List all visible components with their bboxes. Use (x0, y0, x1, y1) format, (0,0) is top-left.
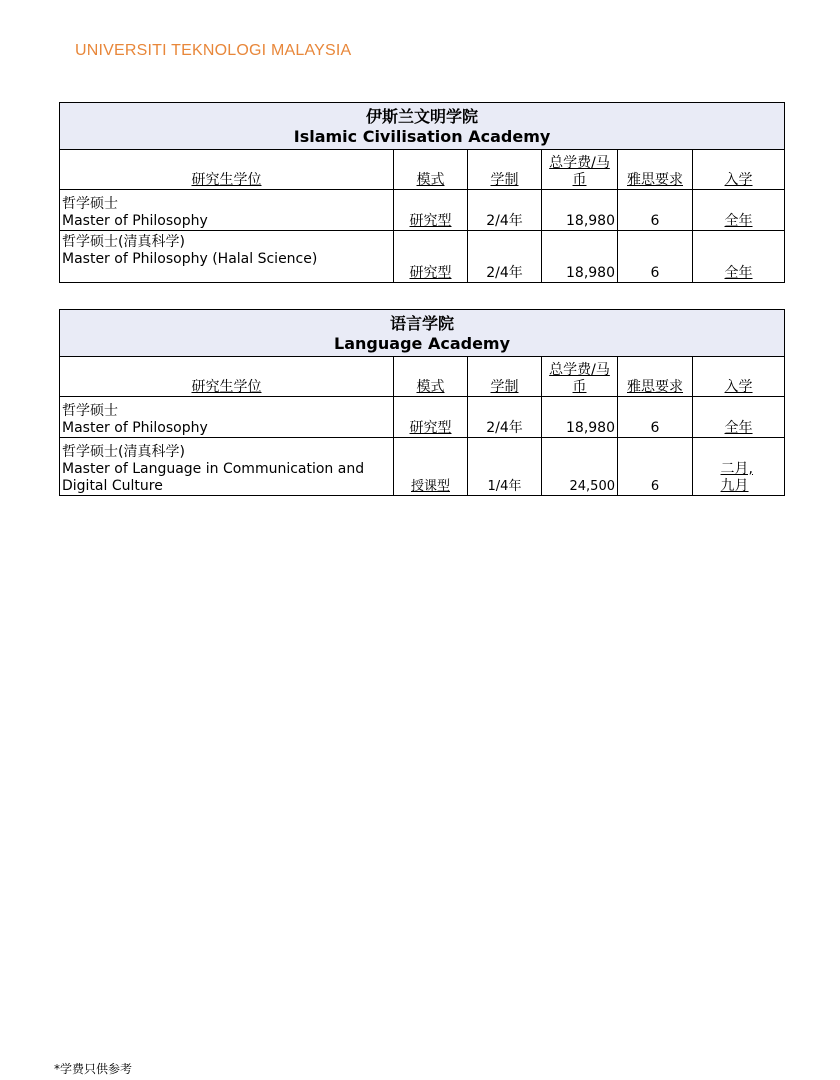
programme-ielts: 6 (618, 190, 693, 231)
table-title-zh: 伊斯兰文明学院 (366, 107, 479, 126)
table-title-zh: 语言学院 (390, 314, 455, 333)
col-header-mode: 模式 (394, 150, 468, 190)
programme-name (60, 231, 394, 283)
programme-ielts: 6 (618, 231, 693, 283)
programme-name-en: Master of Language in Communication and Digital Culture (62, 461, 365, 494)
programme-name-zh: 哲学硕士(清真科学) (62, 444, 185, 460)
programme-ielts: 6 (618, 438, 693, 496)
programme-name-en: Master of Philosophy (Halal Science) (62, 251, 318, 267)
programme-name-zh: 哲学硕士 (62, 196, 118, 212)
programme-mode: 研究型 (394, 231, 468, 283)
col-header-fee: 总学费/马币 (542, 357, 618, 397)
col-header-degree: 研究生学位 (60, 150, 394, 190)
programme-duration: 2/4年 (468, 231, 542, 283)
programme-duration: 2/4年 (468, 190, 542, 231)
programme-name-en: Master of Philosophy (62, 420, 208, 436)
table-title (60, 103, 785, 150)
table-title (60, 310, 785, 357)
university-name: UNIVERSITI TEKNOLOGI MALAYSIA (75, 42, 352, 59)
programme-fee: 18,980 (542, 190, 618, 231)
col-header-fee: 总学费/马币 (542, 150, 618, 190)
programme-name (60, 438, 394, 496)
programme-name (60, 190, 394, 231)
programme-mode: 研究型 (394, 190, 468, 231)
table-header-row (60, 150, 785, 190)
table-title-en: Language Academy (334, 334, 511, 353)
programme-mode: 研究型 (394, 397, 468, 438)
programme-intake: 全年 (693, 231, 785, 283)
programme-name-en: Master of Philosophy (62, 213, 208, 229)
programme-name (60, 397, 394, 438)
programme-name-zh: 哲学硕士(清真科学) (62, 234, 185, 250)
col-header-intake: 入学 (693, 150, 785, 190)
table-row (60, 231, 785, 283)
col-header-degree: 研究生学位 (60, 357, 394, 397)
programme-table-islamic-civilisation (59, 102, 785, 283)
fee-footnote: *学费只供参考 (54, 1062, 133, 1076)
table-row (60, 397, 785, 438)
programme-ielts: 6 (618, 397, 693, 438)
table-row (60, 190, 785, 231)
table-title-en: Islamic Civilisation Academy (293, 127, 551, 146)
table-row (60, 438, 785, 496)
programme-fee: 18,980 (542, 231, 618, 283)
programme-intake: 二月, 九月 (693, 438, 785, 496)
programme-duration: 1/4年 (468, 438, 542, 496)
programme-fee: 24,500 (542, 438, 618, 496)
col-header-duration: 学制 (468, 150, 542, 190)
programme-duration: 2/4年 (468, 397, 542, 438)
col-header-ielts: 雅思要求 (618, 150, 693, 190)
programme-table-language-academy (59, 309, 785, 496)
programme-name-zh: 哲学硕士 (62, 403, 118, 419)
col-header-mode: 模式 (394, 357, 468, 397)
col-header-duration: 学制 (468, 357, 542, 397)
col-header-ielts: 雅思要求 (618, 357, 693, 397)
programme-mode: 授课型 (394, 438, 468, 496)
table-header-row (60, 357, 785, 397)
col-header-intake: 入学 (693, 357, 785, 397)
programme-intake: 全年 (693, 190, 785, 231)
programme-fee: 18,980 (542, 397, 618, 438)
programme-intake: 全年 (693, 397, 785, 438)
